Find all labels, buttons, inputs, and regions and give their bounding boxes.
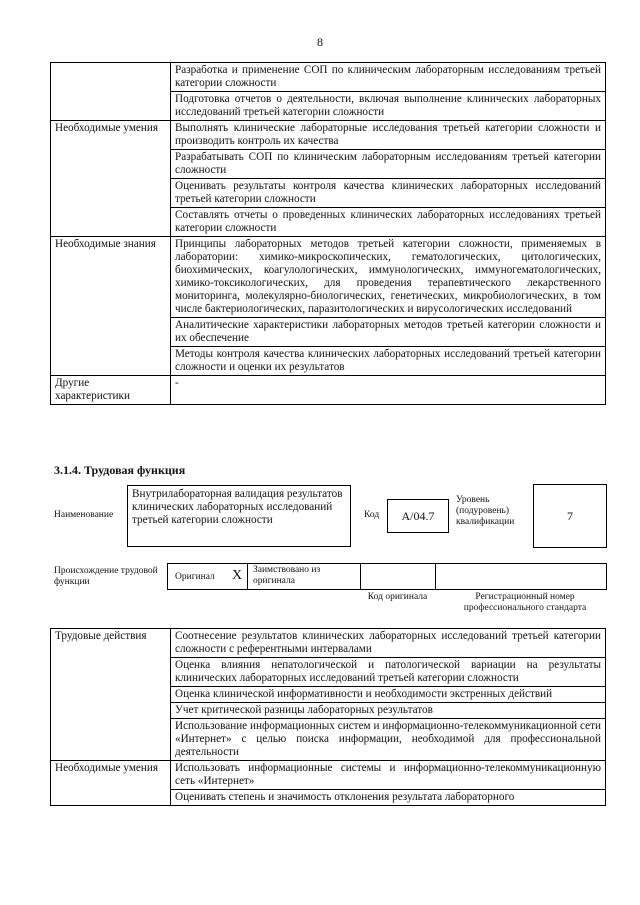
table-cell: Аналитические характеристики лабораторных методов третьей категории сложности и их обеспечение	[171, 318, 606, 347]
table-row	[51, 63, 606, 92]
table-cell: Оценивать результаты контроля качества клинических лабораторных исследований третьей категории сложности	[171, 179, 606, 208]
code-original-label: Код оригинала	[367, 592, 428, 602]
reg-number-label: Регистрационный номер профессионального стандарта	[463, 592, 587, 613]
table-row	[51, 761, 606, 790]
table-cell: Выполнять клинические лабораторные исследования третьей категории сложности и производить контроль их качества	[171, 121, 606, 150]
function-name-box: Внутрилабораторная валидация результатов клинических лабораторных исследований третьей категории сложности	[127, 485, 351, 547]
table-row	[51, 376, 606, 405]
qualification-level-box: 7	[533, 484, 607, 548]
table-cell: Разрабатывать СОП по клиническим лабораторным исследованиям третьей категории сложности	[171, 150, 606, 179]
table-cell: -	[171, 376, 606, 405]
row-label: Другие характеристики	[51, 376, 171, 405]
reg-number-cell	[436, 564, 606, 589]
table-cell: Составлять отчеты о проведенных клинических лабораторных исследованиях третьей категории сложности	[171, 208, 606, 237]
row-label	[51, 63, 171, 121]
function-code-box: А/04.7	[387, 499, 449, 533]
table-cell: Принципы лабораторных методов третьей категории сложности, применяемых в лаборатории: химико-микроскопических, гематологических, цитологических, биохимических, коагулологических, иммунологических, иммуногематологических, химико-токсикологических, для проведения терапевтического лекарственного мониторинга, молекулярно-биологических, генетических, микробиологических, в том числе бактериологических, паразитологических и вирусологических исследований	[171, 237, 606, 318]
table-cell: Соотнесение результатов клинических лабораторных исследований третьей категории сложности с референтными интервалами	[171, 629, 606, 658]
requirements-table-bottom	[50, 628, 606, 806]
table-row	[51, 629, 606, 658]
original-label: Оригинал	[175, 572, 215, 582]
table-cell: Использование информационных систем и информационно-телекоммуникационной сети «Интернет» с целью поиска информации, необходимой для профессиональной деятельности	[171, 719, 606, 761]
table-cell: Оценка клинической информативности и необходимости экстренных действий	[171, 687, 606, 703]
table-cell: Разработка и применение СОП по клиническим лабораторным исследованиям третьей категории сложности	[171, 63, 606, 92]
table-cell: Подготовка отчетов о деятельности, включая выполнение клинических лабораторных исследований третьей категории сложности	[171, 92, 606, 121]
table-cell: Учет критической разницы лабораторных результатов	[171, 703, 606, 719]
row-label: Необходимые умения	[51, 761, 171, 806]
table-cell: Использовать информационные системы и информационно-телекоммуникационную сеть «Интернет»	[171, 761, 606, 790]
code-original-cell	[361, 564, 436, 589]
row-label: Необходимые знания	[51, 237, 171, 376]
section-heading: 3.1.4. Трудовая функция	[54, 463, 186, 477]
borrowed-label: Заимствовано из оригинала	[253, 565, 321, 586]
original-cell	[168, 564, 248, 589]
origin-box	[167, 563, 607, 590]
original-mark: X	[232, 568, 243, 583]
name-label: Наименование	[54, 510, 114, 520]
table-cell: Оценка влияния непатологической и патологической вариации на результаты клинических лабораторных исследований третьей категории сложности	[171, 658, 606, 687]
table-row	[51, 237, 606, 318]
row-label: Необходимые умения	[51, 121, 171, 237]
requirements-table-top	[50, 62, 606, 405]
borrowed-cell	[248, 564, 361, 589]
code-label: Код	[364, 510, 380, 520]
table-cell: Оценивать степень и значимость отклонения результата лабораторного	[171, 790, 606, 806]
level-label: Уровень (подуровень) квалификации	[456, 495, 515, 527]
table-row	[51, 121, 606, 150]
row-label: Трудовые действия	[51, 629, 171, 761]
page-number: 8	[317, 35, 323, 49]
table-cell: Методы контроля качества клинических лабораторных исследований третьей категории сложности и оценки их результатов	[171, 347, 606, 376]
origin-label: Происхождение трудовой функции	[54, 566, 158, 587]
